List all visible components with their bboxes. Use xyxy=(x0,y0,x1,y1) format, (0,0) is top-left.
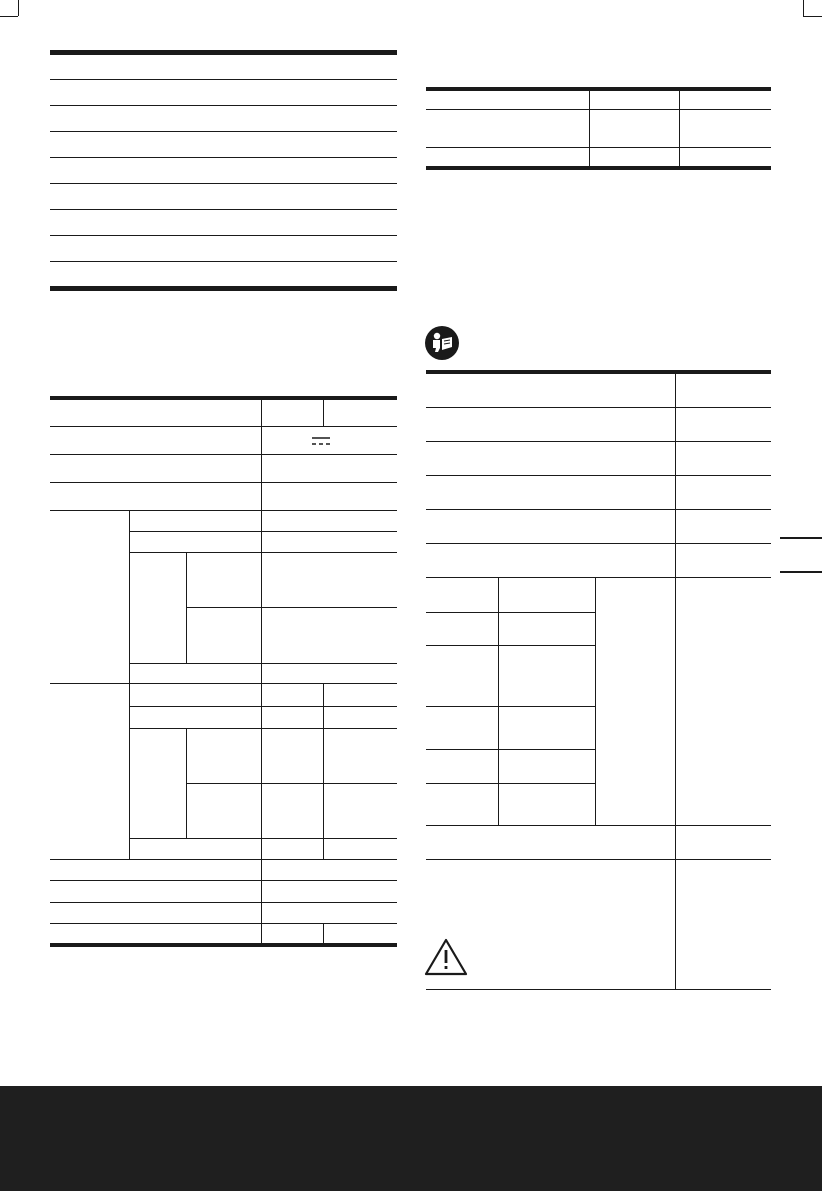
table-top-rule xyxy=(50,50,397,55)
crop-mark-top-left-vertical xyxy=(18,0,19,16)
table-row-rule xyxy=(426,407,771,408)
group-divider xyxy=(129,683,130,859)
table-row-rule xyxy=(50,79,397,80)
nested-row-rule xyxy=(426,645,596,646)
column-divider xyxy=(679,87,680,167)
column-divider xyxy=(675,370,676,990)
table-row-rule xyxy=(50,902,397,903)
table-row-rule xyxy=(186,783,397,784)
table-row-rule xyxy=(129,552,397,553)
table-row-rule xyxy=(50,454,397,455)
table-row-rule xyxy=(426,577,771,578)
table-row-rule xyxy=(426,441,771,442)
column-divider xyxy=(323,923,324,945)
table-row-rule xyxy=(426,825,771,826)
table-row-rule xyxy=(50,923,397,924)
table-row-rule xyxy=(129,531,397,532)
table-bottom-rule xyxy=(50,943,397,947)
table-row-rule xyxy=(129,663,397,664)
section-tab-marker xyxy=(780,571,822,573)
section-tab-marker xyxy=(780,537,822,539)
crop-mark-top-right-horizontal xyxy=(803,16,822,17)
column-divider xyxy=(323,683,324,859)
table-row-rule xyxy=(186,607,397,608)
table-row-rule xyxy=(50,426,397,427)
crop-mark-top-right-vertical xyxy=(803,0,804,16)
crop-mark-top-left-horizontal xyxy=(0,16,18,17)
table-bottom-rule xyxy=(426,989,771,990)
table-row-rule xyxy=(50,235,397,236)
table-row-rule xyxy=(50,157,397,158)
read-manual-icon xyxy=(425,326,459,360)
table-top-rule xyxy=(50,396,397,400)
table-row-rule xyxy=(50,261,397,262)
nested-row-rule xyxy=(426,749,596,750)
table-row-rule xyxy=(50,105,397,106)
table-row-rule xyxy=(129,728,397,729)
warning-triangle-icon xyxy=(424,938,468,976)
table-bottom-rule xyxy=(50,286,397,291)
table-row-rule xyxy=(129,838,397,839)
table-row-rule xyxy=(426,509,771,510)
table-row-rule xyxy=(50,859,397,860)
table-row-rule xyxy=(50,183,397,184)
group-divider xyxy=(129,510,130,683)
table-row-rule xyxy=(426,147,771,148)
column-divider xyxy=(261,396,262,426)
nested-column-divider xyxy=(595,577,596,826)
page-footer-band xyxy=(0,1086,822,1191)
table-row-rule xyxy=(426,475,771,476)
table-row-rule xyxy=(50,131,397,132)
table-row-rule xyxy=(426,543,771,544)
table-top-rule xyxy=(426,87,771,91)
column-divider xyxy=(589,87,590,167)
table-row-rule xyxy=(50,510,397,511)
table-row-rule xyxy=(50,209,397,210)
table-top-rule xyxy=(426,370,771,374)
column-divider xyxy=(261,426,262,946)
nested-column-divider xyxy=(498,577,499,826)
direct-current-icon xyxy=(312,436,330,446)
table-row-rule xyxy=(50,683,397,684)
nested-row-rule xyxy=(426,706,596,707)
table-bottom-rule xyxy=(426,166,771,170)
nested-row-rule xyxy=(426,783,596,784)
table-row-rule xyxy=(129,706,397,707)
table-row-rule xyxy=(50,880,397,881)
table-row-rule xyxy=(426,109,771,110)
column-divider xyxy=(323,396,324,426)
table-row-rule xyxy=(50,482,397,483)
table-row-rule xyxy=(426,859,771,860)
nested-row-rule xyxy=(426,612,596,613)
